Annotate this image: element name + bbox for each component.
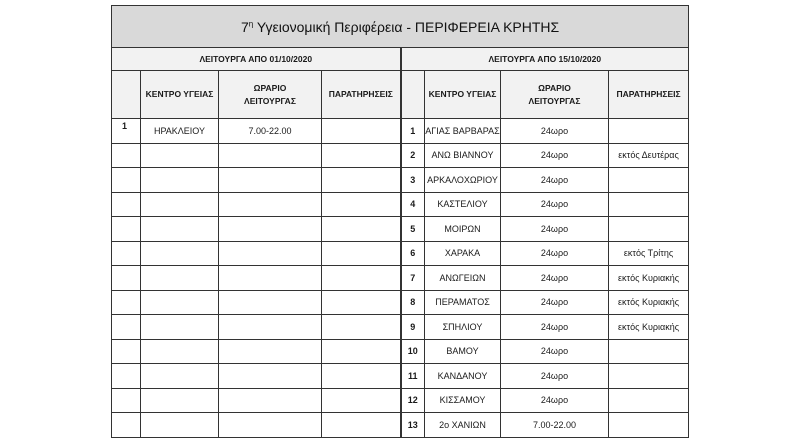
left-row-center [141, 192, 219, 217]
left-row-hours [219, 315, 322, 340]
left-row-hours [219, 192, 322, 217]
right-row-notes [609, 388, 689, 413]
schedule-document [111, 5, 688, 438]
left-row-number [112, 315, 141, 340]
left-row-hours [219, 413, 322, 438]
left-row-hours [219, 290, 322, 315]
left-row-number [112, 192, 141, 217]
page-title: $7^\eta$ Υγειονομική Περιφέρεια - ΠΕΡΙΦΕΡΕΙΑ ΚΡΗΤΗΣ [112, 6, 689, 48]
right-row-center: ΚΑΣΤΕΛΙΟΥ [425, 192, 501, 217]
table-row [112, 388, 689, 413]
right-row-center: ΑΓΙΑΣ ΒΑΡΒΑΡΑΣ [425, 119, 501, 144]
right-row-hours: 24ωρο [501, 315, 609, 340]
left-header-notes: ΠΑΡΑΤΗΡΗΣΕΙΣ [322, 71, 401, 119]
right-row-center: ΜΟΙΡΩΝ [425, 217, 501, 242]
left-row-notes [322, 192, 401, 217]
right-row-hours: 24ωρο [501, 290, 609, 315]
right-row-center: ΑΝΩΓΕΙΩΝ [425, 266, 501, 291]
left-row-hours [219, 241, 322, 266]
left-row-center: ΗΡΑΚΛΕΙΟΥ [141, 119, 219, 144]
right-header-center: ΚΕΝΤΡΟ ΥΓΕΙΑΣ [425, 71, 501, 119]
table-row [112, 315, 689, 340]
right-row-hours: 24ωρο [501, 168, 609, 193]
right-row-number: 4 [401, 192, 425, 217]
table-row [112, 192, 689, 217]
right-row-center: ΚΑΝΔΑΝΟΥ [425, 364, 501, 389]
left-row-center [141, 339, 219, 364]
right-row-number: 13 [401, 413, 425, 438]
left-row-number [112, 339, 141, 364]
left-section-subtitle: ΛΕΙΤΟΥΡΓΑ ΑΠΟ 01/10/2020 [112, 48, 401, 71]
right-row-notes [609, 339, 689, 364]
right-row-number: 8 [401, 290, 425, 315]
right-row-number: 3 [401, 168, 425, 193]
right-row-notes: εκτός Κυριακής [609, 266, 689, 291]
right-row-number: 11 [401, 364, 425, 389]
left-row-center [141, 168, 219, 193]
right-header-notes: ΠΑΡΑΤΗΡΗΣΕΙΣ [609, 71, 689, 119]
left-row-notes [322, 364, 401, 389]
left-row-center [141, 413, 219, 438]
left-row-number [112, 168, 141, 193]
right-row-center: ΣΠΗΛΙΟΥ [425, 315, 501, 340]
table-row [112, 339, 689, 364]
left-row-notes [322, 168, 401, 193]
right-row-number: 6 [401, 241, 425, 266]
right-row-notes: εκτός Τρίτης [609, 241, 689, 266]
right-row-hours: 24ωρο [501, 143, 609, 168]
right-row-number: 5 [401, 217, 425, 242]
left-row-notes [322, 413, 401, 438]
left-row-hours [219, 364, 322, 389]
left-row-center [141, 241, 219, 266]
right-row-number: 2 [401, 143, 425, 168]
right-row-notes: εκτός Κυριακής [609, 315, 689, 340]
left-header-hours: ΩΡΑΡΙΟ ΛΕΙΤΟΥΡΓΑΣ [219, 71, 322, 119]
right-header-hours: ΩΡΑΡΙΟ ΛΕΙΤΟΥΡΓΑΣ [501, 71, 609, 119]
left-row-center [141, 217, 219, 242]
right-row-hours: 24ωρο [501, 266, 609, 291]
left-row-center [141, 266, 219, 291]
left-row-hours [219, 168, 322, 193]
right-row-center: ΑΡΚΑΛΟΧΩΡΙΟΥ [425, 168, 501, 193]
left-row-hours [219, 217, 322, 242]
table-row [112, 241, 689, 266]
table-row [112, 168, 689, 193]
right-row-hours: 24ωρο [501, 364, 609, 389]
left-row-number [112, 413, 141, 438]
left-row-center [141, 388, 219, 413]
right-section-subtitle: ΛΕΙΤΟΥΡΓΑ ΑΠΟ 15/10/2020 [401, 48, 689, 71]
right-row-notes [609, 364, 689, 389]
right-row-hours: 24ωρο [501, 192, 609, 217]
table-row [112, 413, 689, 438]
left-row-number [112, 290, 141, 315]
left-row-number [112, 241, 141, 266]
right-row-center: ΧΑΡΑΚΑ [425, 241, 501, 266]
right-row-hours: 7.00-22.00 [501, 413, 609, 438]
health-centers-table [111, 5, 689, 438]
left-row-notes [322, 119, 401, 144]
left-row-notes [322, 217, 401, 242]
right-row-center: ΠΕΡΑΜΑΤΟΣ [425, 290, 501, 315]
table-row [112, 143, 689, 168]
left-row-hours [219, 388, 322, 413]
left-row-notes [322, 266, 401, 291]
left-row-number [112, 217, 141, 242]
left-row-notes [322, 290, 401, 315]
right-row-hours: 24ωρο [501, 217, 609, 242]
right-row-hours: 24ωρο [501, 339, 609, 364]
right-row-number: 1 [401, 119, 425, 144]
left-row-hours [219, 266, 322, 291]
right-row-number: 9 [401, 315, 425, 340]
left-row-center [141, 364, 219, 389]
left-row-notes [322, 315, 401, 340]
left-row-center [141, 290, 219, 315]
left-row-center [141, 315, 219, 340]
left-header-number [112, 71, 141, 119]
right-row-notes [609, 413, 689, 438]
left-row-center [141, 143, 219, 168]
right-row-number: 10 [401, 339, 425, 364]
table-row [112, 217, 689, 242]
left-row-number [112, 388, 141, 413]
left-row-notes [322, 339, 401, 364]
left-row-number [112, 266, 141, 291]
left-row-hours [219, 143, 322, 168]
right-row-hours: 24ωρο [501, 119, 609, 144]
right-row-notes [609, 192, 689, 217]
right-row-center: ΚΙΣΣΑΜΟΥ [425, 388, 501, 413]
left-row-number [112, 143, 141, 168]
right-row-hours: 24ωρο [501, 388, 609, 413]
right-row-notes: εκτός Κυριακής [609, 290, 689, 315]
right-row-number: 12 [401, 388, 425, 413]
right-row-notes [609, 168, 689, 193]
left-row-notes [322, 388, 401, 413]
table-row [112, 119, 689, 144]
table-row [112, 364, 689, 389]
left-row-hours: 7.00-22.00 [219, 119, 322, 144]
right-row-number: 7 [401, 266, 425, 291]
right-row-notes: εκτός Δευτέρας [609, 143, 689, 168]
right-row-center: ΑΝΩ ΒΙΑΝΝΟΥ [425, 143, 501, 168]
right-row-notes [609, 119, 689, 144]
right-row-notes [609, 217, 689, 242]
right-row-center: ΒΑΜΟΥ [425, 339, 501, 364]
left-row-hours [219, 339, 322, 364]
left-row-number [112, 364, 141, 389]
right-row-center: 2ο ΧΑΝΙΩΝ [425, 413, 501, 438]
left-row-notes [322, 241, 401, 266]
table-row [112, 266, 689, 291]
right-row-hours: 24ωρο [501, 241, 609, 266]
table-row [112, 290, 689, 315]
right-header-number [401, 71, 425, 119]
left-row-notes [322, 143, 401, 168]
left-row-number: 1 [112, 119, 141, 144]
left-header-center: ΚΕΝΤΡΟ ΥΓΕΙΑΣ [141, 71, 219, 119]
